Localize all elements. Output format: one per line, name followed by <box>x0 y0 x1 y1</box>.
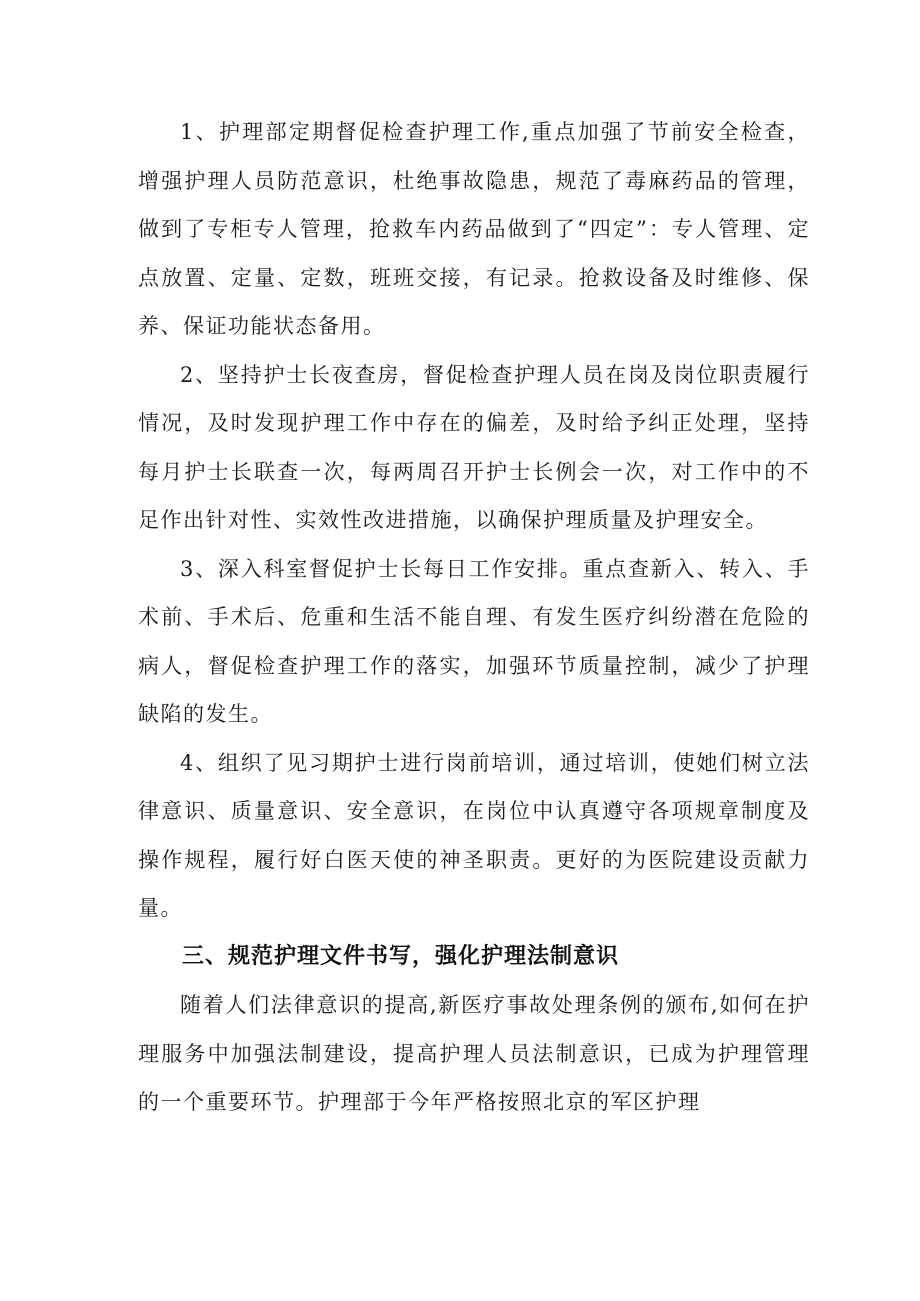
paragraph-item-1: 1、护理部定期督促检查护理工作,重点加强了节前安全检查，增强护理人员防范意识，杜绝事故隐患，规范了毒麻药品的管理，做到了专柜专人管理，抢救车内药品做到了“四定”：专人管理、定点放置、定量、定数，班班交接，有记录。抢救设备及时维修、保养、保证功能状态备用。 <box>138 120 810 338</box>
paragraph-item-4: 4、组织了见习期护士进行岗前培训，通过培训，使她们树立法律意识、质量意识、安全意识，在岗位中认真遵守各项规章制度及操作规程，履行好白医天使的神圣职责。更好的为医院建设贡献力量。 <box>138 750 810 920</box>
section-heading: 三、规范护理文件书写，强化护理法制意识 <box>182 943 620 969</box>
paragraph-item-2: 2、坚持护士长夜查房，督促检查护理人员在岗及岗位职责履行情况，及时发现护理工作中存在的偏差，及时给予纠正处理，坚持每月护士长联查一次，每两周召开护士长例会一次，对工作中的不足作出针对性、实效性改进措施，以确保护理质量及护理安全。 <box>138 362 810 532</box>
paragraph-item-3: 3、深入科室督促护士长每日工作安排。重点查新入、转入、手术前、手术后、危重和生活不能自理、有发生医疗纠纷潜在危险的病人，督促检查护理工作的落实，加强环节质量控制，减少了护理缺陷的发生。 <box>138 556 810 726</box>
section-paragraph: 随着人们法律意识的提高,新医疗事故处理条例的颁布,如何在护理服务中加强法制建设，提高护理人员法制意识，已成为护理管理的一个重要环节。护理部于今年严格按照北京的军区护理 <box>138 993 810 1114</box>
document-body <box>138 108 810 1127</box>
